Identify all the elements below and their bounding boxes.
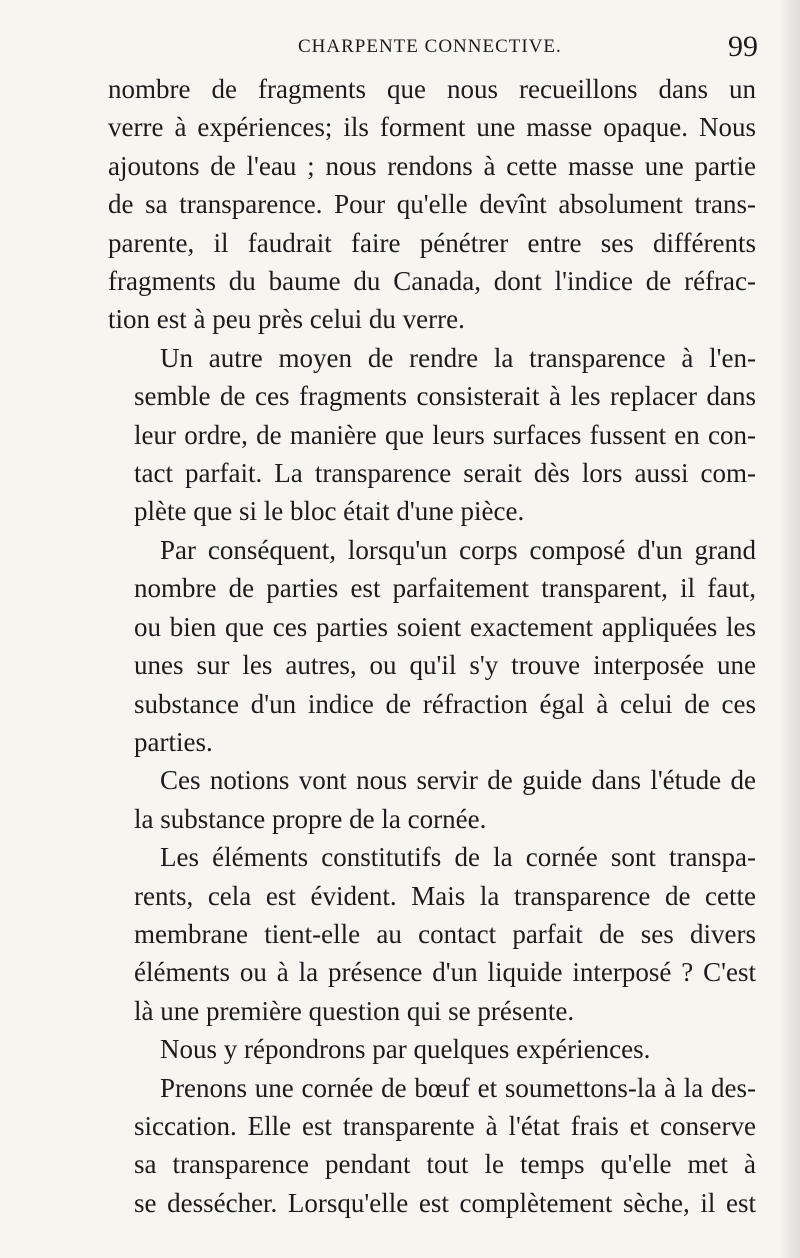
text-line: fragments du baume du Canada, dont l'indice de réfrac- [108, 266, 756, 297]
text-line: Les éléments constitutifs de la cornée sont transpa- [160, 842, 756, 873]
text-line: la substance propre de la cornée. [134, 803, 487, 834]
text-line: sa transparence pendant tout le temps qu'elle met à [134, 1149, 756, 1180]
text-line: se dessécher. Lorsqu'elle est complètement sèche, il est [134, 1187, 756, 1218]
paragraph [108, 339, 756, 531]
paragraph [108, 761, 756, 838]
text-line: ou bien que ces parties soient exactement appliquées les [134, 611, 756, 642]
paragraph [108, 838, 756, 1030]
running-head: CHARPENTE CONNECTIVE. [298, 36, 562, 57]
text-line: tion est à peu près celui du verre. [108, 304, 465, 335]
text-line: de sa transparence. Pour qu'elle devînt absolument trans- [108, 189, 756, 220]
text-line: tact parfait. La transparence serait dès lors aussi com- [134, 458, 756, 489]
text-line: nombre de fragments que nous recueillons dans un [108, 74, 756, 104]
text-line: nombre de parties est parfaitement transparent, il faut, [134, 573, 756, 604]
paragraph [108, 1030, 756, 1068]
page-header [108, 28, 760, 68]
text-line: substance d'un indice de réfraction égal à celui de ces [134, 688, 756, 719]
text-line: membrane tient-elle au contact parfait de ses divers [134, 918, 756, 949]
text-line: parente, il faudrait faire pénétrer entre ses différents [108, 227, 756, 258]
text-line: là une première question qui se présente. [134, 995, 575, 1026]
text-line: parties. [134, 726, 213, 757]
text-line: unes sur les autres, ou qu'il s'y trouve interposée une [134, 650, 756, 681]
text-line: éléments ou à la présence d'un liquide interposé ? C'est [134, 957, 756, 988]
page-edge-shadow [778, 0, 800, 1258]
text-line: semble de ces fragments consisterait à les replacer dans [134, 381, 756, 412]
text-line: Nous y répondrons par quelques expériences. [160, 1034, 651, 1065]
text-line: verre à expériences; ils forment une masse opaque. Nous [108, 112, 756, 143]
text-line: Par conséquent, lorsqu'un corps composé d'un grand [160, 534, 756, 565]
paragraph [108, 70, 756, 339]
text-line: Prenons une cornée de bœuf et soumettons-la à la des- [160, 1072, 756, 1103]
text-line: plète que si le bloc était d'une pièce. [134, 496, 525, 527]
page-number: 99 [728, 30, 758, 63]
text-line: rents, cela est évident. Mais la transparence de cette [134, 880, 756, 911]
text-line: siccation. Elle est transparente à l'état frais et conserve [134, 1110, 756, 1141]
text-line: Un autre moyen de rendre la transparence à l'en- [160, 342, 756, 373]
page-body [108, 70, 756, 1222]
text-line: Ces notions vont nous servir de guide dans l'étude de [160, 765, 756, 796]
paragraph [108, 531, 756, 761]
text-line: ajoutons de l'eau ; nous rendons à cette masse une partie [108, 150, 756, 181]
text-line: leur ordre, de manière que leurs surfaces fussent en con- [134, 419, 756, 450]
paragraph [108, 1069, 756, 1223]
